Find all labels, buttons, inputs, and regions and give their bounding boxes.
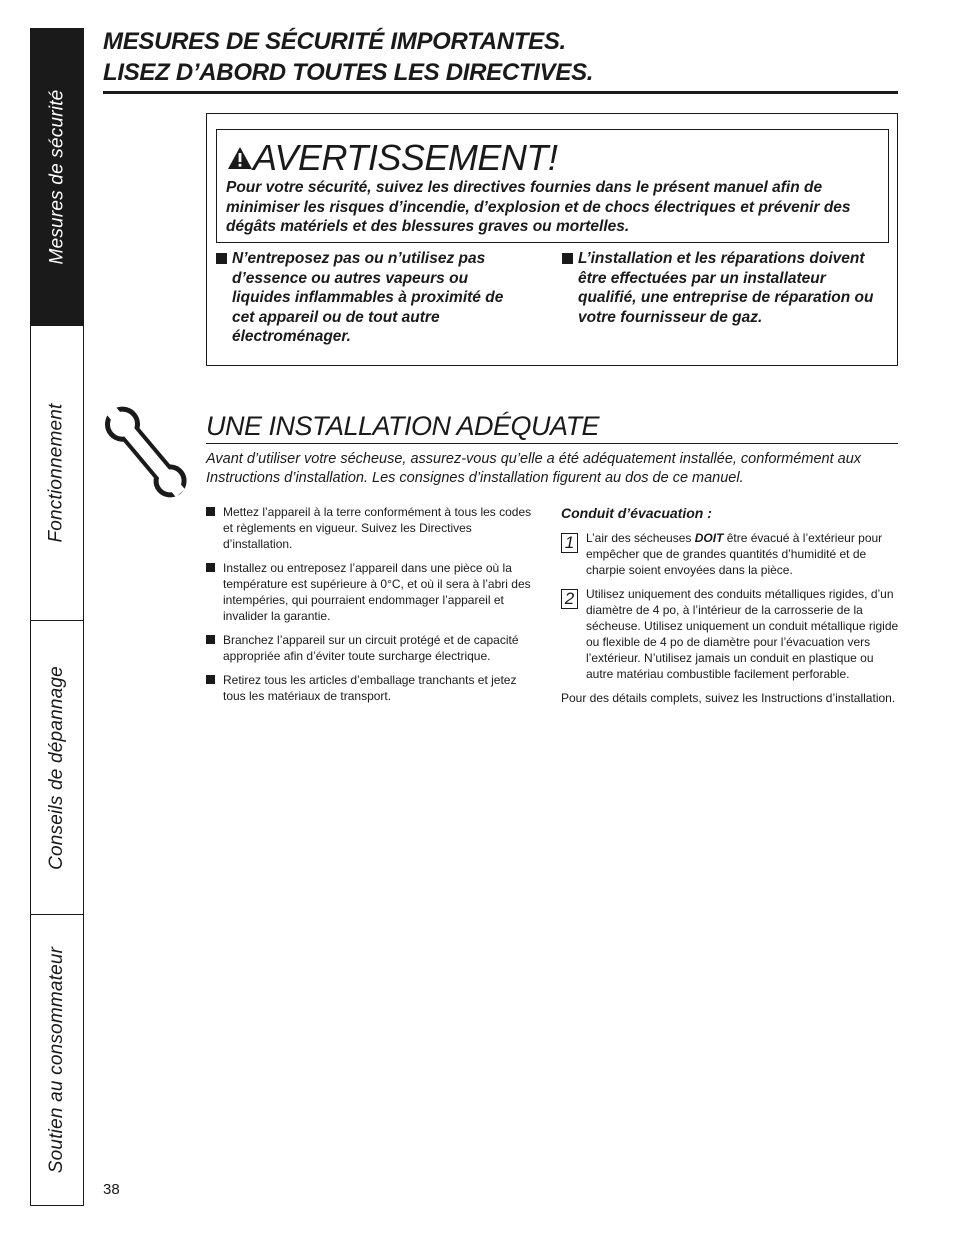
exhaust-section: [561, 504, 901, 706]
list-item-text: Installez ou entreposez l’appareil dans une pièce où la température est supérieure à 0°C, et où il sera à l’abri des intempéries, qui pourraient endommager l’appareil et invalider la garantie.: [223, 561, 531, 623]
warning-inner-box: [216, 129, 889, 243]
bullet-square-icon: [206, 675, 215, 684]
section-title: UNE INSTALLATION ADÉQUATE: [206, 410, 898, 444]
exhaust-heading: Conduit d’évacuation :: [561, 505, 712, 521]
warning-item-right: [562, 249, 887, 327]
page-header: [103, 26, 898, 94]
header-line-2: LISEZ D’ABORD TOUTES LES DIRECTIVES.: [103, 59, 594, 86]
header-line-1: MESURES DE SÉCURITÉ IMPORTANTES.: [103, 28, 566, 55]
numbered-item-text: [586, 586, 901, 682]
tab-label: Fonctionnement: [46, 403, 67, 543]
list-item: [206, 560, 541, 624]
list-item-text: Branchez l’appareil sur un circuit protégé et de capacité appropriée afin d’éviter toute surcharge électrique.: [223, 633, 519, 663]
warning-title: [227, 138, 557, 178]
tab-label: Mesures de sécurité: [46, 89, 67, 265]
tab-label: Conseils de dépannage: [46, 665, 68, 870]
bullet-square-icon: [206, 507, 215, 516]
numbered-item-text: [586, 530, 901, 578]
bullet-square-icon: [206, 563, 215, 572]
bullet-square-icon: [216, 253, 227, 264]
page-number: 38: [103, 1181, 120, 1198]
warning-item-left: [216, 249, 506, 347]
list-item: [206, 504, 541, 552]
list-item: [206, 672, 541, 704]
numbered-item: [561, 586, 901, 682]
bullet-square-icon: [206, 635, 215, 644]
item-number-box: 1: [561, 533, 578, 553]
bullet-square-icon: [562, 253, 573, 264]
item-number-box: 2: [561, 589, 578, 609]
tab-soutien-au-consommateur[interactable]: [31, 915, 83, 1204]
text-segment: L’air des sécheuses: [586, 531, 695, 545]
warning-title-text: AVERTISSEMENT!: [253, 137, 558, 178]
text-segment: Utilisez uniquement des conduits métalliques rigides, d’un diamètre de 4 po, à l’intérieur de la carrosserie de la sécheuse. Utilisez uniquement un conduit métallique rigide ou flexible de 4 po de diamètre pour l’évacuation vers l’extérieur. N’utilisez jamais un conduit en plastique ou autre matériau combustible facilement perforable.: [586, 587, 899, 681]
wrench-icon: [100, 398, 190, 504]
warning-item-text: L’installation et les réparations doivent être effectuées par un installateur qualifié, une entreprise de réparation ou votre fournisseur de gaz.: [578, 250, 874, 326]
list-item: [206, 632, 541, 664]
warning-body: Pour votre sécurité, suivez les directives fournies dans le présent manuel afin de minimiser les risques d’incendie, d’explosion et de chocs électriques et prévenir des dégâts matériels et des blessures graves ou mortelles.: [226, 179, 851, 235]
tab-mesures-de-securite[interactable]: [31, 29, 83, 326]
emphasis-text: DOIT: [694, 531, 724, 545]
tab-conseils-de-depannage[interactable]: [31, 621, 83, 915]
tab-label: Soutien au consommateur: [46, 946, 67, 1173]
tab-fonctionnement[interactable]: [31, 326, 83, 621]
exhaust-footer: Pour des détails complets, suivez les Instructions d’installation.: [561, 691, 896, 705]
section-sidebar: [30, 28, 84, 1206]
warning-item-text: N’entreposez pas ou n’utilisez pas d’essence ou autres vapeurs ou liquides inflammables à proximité de cet appareil ou de tout autre électroménager.: [232, 250, 504, 345]
warning-triangle-icon: [227, 146, 253, 170]
warning-box: [206, 113, 898, 366]
list-item-text: Retirez tous les articles d’emballage tranchants et jetez tous les matériaux de transport.: [223, 673, 517, 703]
text-segment: être évacué à l’extérieur pour empêcher que de grandes quantités d’humidité et de charpie soient envoyées dans la pièce.: [586, 531, 883, 577]
section-intro: Avant d’utiliser votre sécheuse, assurez-vous qu’elle a été adéquatement installée, conformément aux Instructions d’installation. Les consignes d’installation figurent au dos de ce manuel.: [206, 451, 862, 486]
numbered-item: [561, 530, 901, 578]
list-item-text: Mettez l’appareil à la terre conformément à tous les codes et règlements en vigueur. Suivez les Directives d’installation.: [223, 505, 532, 551]
installation-bullets: [206, 504, 541, 712]
